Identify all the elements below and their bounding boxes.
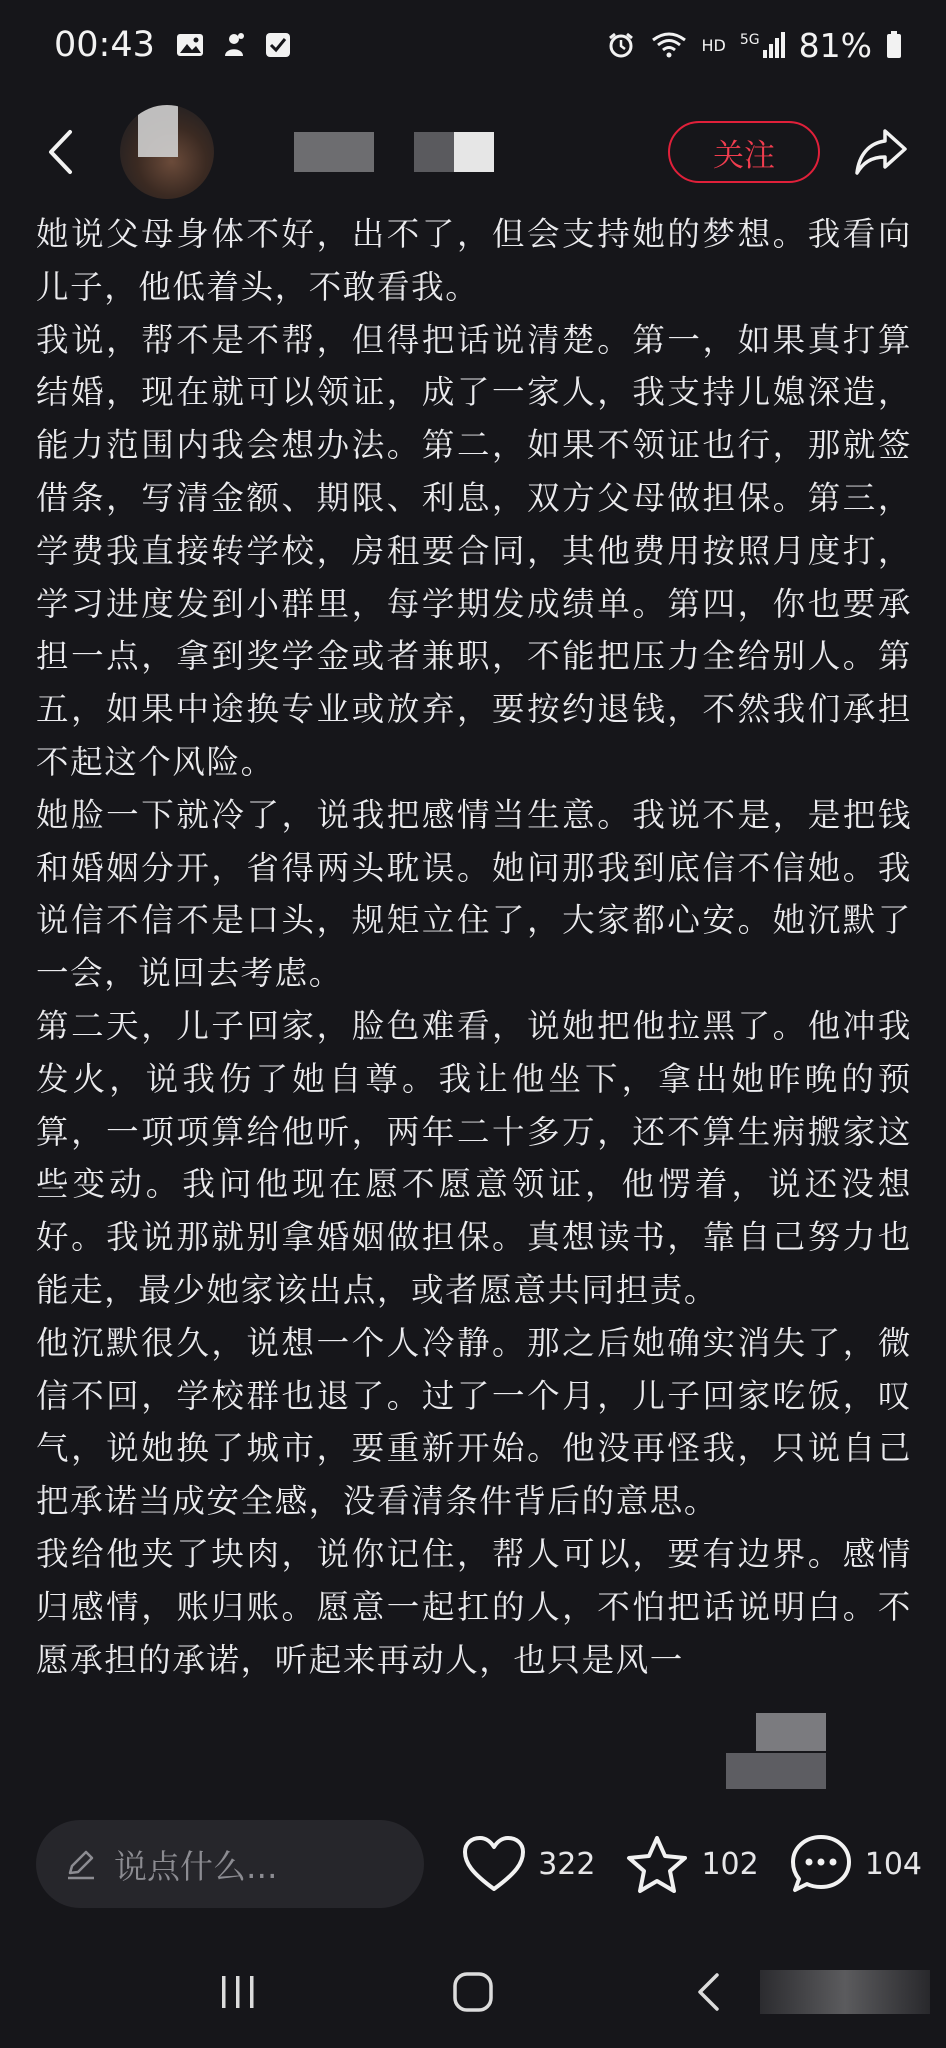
favorite-button[interactable]: [625, 1834, 758, 1894]
battery-icon: [886, 31, 902, 59]
author-avatar[interactable]: [120, 105, 214, 199]
checkbox-notification-icon: [263, 30, 293, 60]
signal-bars-icon: [763, 32, 785, 58]
article-body: [36, 208, 912, 1790]
comment-input[interactable]: [36, 1820, 424, 1908]
star-icon: [625, 1834, 689, 1894]
share-icon: [853, 127, 909, 177]
status-right: [606, 26, 902, 65]
status-bar: [0, 0, 946, 90]
share-button[interactable]: [846, 117, 916, 187]
status-time: 00:43: [54, 25, 155, 65]
battery-percent: 81%: [798, 25, 872, 65]
heart-icon: [462, 1835, 526, 1893]
article-paragraph: 第二天，儿子回家，脸色难看，说她把他拉黑了。他冲我发火，说我伤了她自尊。我让他坐下，拿出她昨晚的预算，一项项算给他听，两年二十多万，还不算生病搬家这些变动。我问他现在愿不愿意领证，他愣着，说还没想好。我说那就别拿婚姻做担保。真想读书，靠自己努力也能走，最少她家该出点，或者愿意共同担责。: [36, 1006, 912, 1309]
author-name-blurred[interactable]: [294, 132, 494, 172]
home-icon: [451, 1970, 495, 2014]
comment-bubble-icon: [789, 1833, 853, 1895]
privacy-mosaic: [756, 1713, 826, 1751]
article-paragraph: 她脸一下就冷了，说我把感情当生意。我说不是，是把钱和婚姻分开，省得两头耽误。她问那我到底信不信她。我说信不信不是口头，规矩立住了，大家都心安。她沉默了一会，说回去考虑。: [36, 795, 912, 993]
watermark: [760, 1970, 930, 2014]
blurred-block: [414, 132, 454, 172]
recent-apps-button[interactable]: [208, 1962, 268, 2022]
post-header: [0, 92, 946, 212]
article-paragraph: 他沉默很久，说想一个人冷静。那之后她确实消失了，微信不回，学校群也退了。过了一个月，儿子回家吃饭，叹气，说她换了城市，要重新开始。他没再怪我，只说自己把承诺当成安全感，没看清条件背后的意思。: [36, 1323, 912, 1521]
like-count: 322: [538, 1846, 596, 1882]
home-button[interactable]: [443, 1962, 503, 2022]
privacy-mosaic: [726, 1753, 826, 1789]
article-paragraph: 我给他夹了块肉，说你记住，帮人可以，要有边界。感情归感情，账归账。愿意一起扛的人，不怕把话说明白。不愿承担的承诺，听起来再动人，也只是风一: [36, 1534, 912, 1679]
app-notification-icon: [219, 30, 249, 60]
back-button[interactable]: [30, 112, 90, 192]
comment-placeholder: 说点什么...: [114, 1846, 278, 1886]
interaction-bar: [0, 1806, 946, 1922]
article-paragraph: 我说，帮不是不帮，但得把话说清楚。第一，如果真打算结婚，现在就可以领证，成了一家人，我支持儿媳深造，能力范围内我会想办法。第二，如果不领证也行，那就签借条，写清金额、期限、利息，双方父母做担保。第三，学费我直接转学校，房租要合同，其他费用按照月度打，学习进度发到小群里，每学期发成绩单。第四，你也要承担一点，拿到奖学金或者兼职，不能把压力全给别人。第五，如果中途换专业或放弃，要按约退钱，不然我们承担不起这个风险。: [36, 320, 912, 781]
comment-button[interactable]: [789, 1833, 922, 1895]
gallery-icon: [175, 30, 205, 60]
pencil-icon: [64, 1847, 98, 1881]
comment-count: 104: [864, 1846, 922, 1882]
like-button[interactable]: [462, 1835, 595, 1893]
follow-button[interactable]: 关注: [668, 121, 820, 183]
signal-icon: [740, 32, 785, 58]
blurred-pair: [414, 132, 494, 172]
favorite-count: 102: [701, 1846, 759, 1882]
status-left: [54, 25, 293, 65]
alarm-icon: [606, 30, 636, 60]
signal-label: 5G: [739, 32, 760, 48]
system-back-icon: [695, 1972, 721, 2012]
system-back-button[interactable]: [678, 1962, 738, 2022]
wifi-icon: [650, 30, 688, 60]
back-arrow-icon: [46, 129, 74, 175]
article-paragraph: 她说父母身体不好，出不了，但会支持她的梦想。我看向儿子，他低着头，不敢看我。: [36, 215, 912, 306]
blurred-block: [294, 132, 374, 172]
blurred-block: [454, 132, 494, 172]
recent-apps-icon: [218, 1974, 258, 2010]
network-label: HD: [701, 35, 726, 55]
